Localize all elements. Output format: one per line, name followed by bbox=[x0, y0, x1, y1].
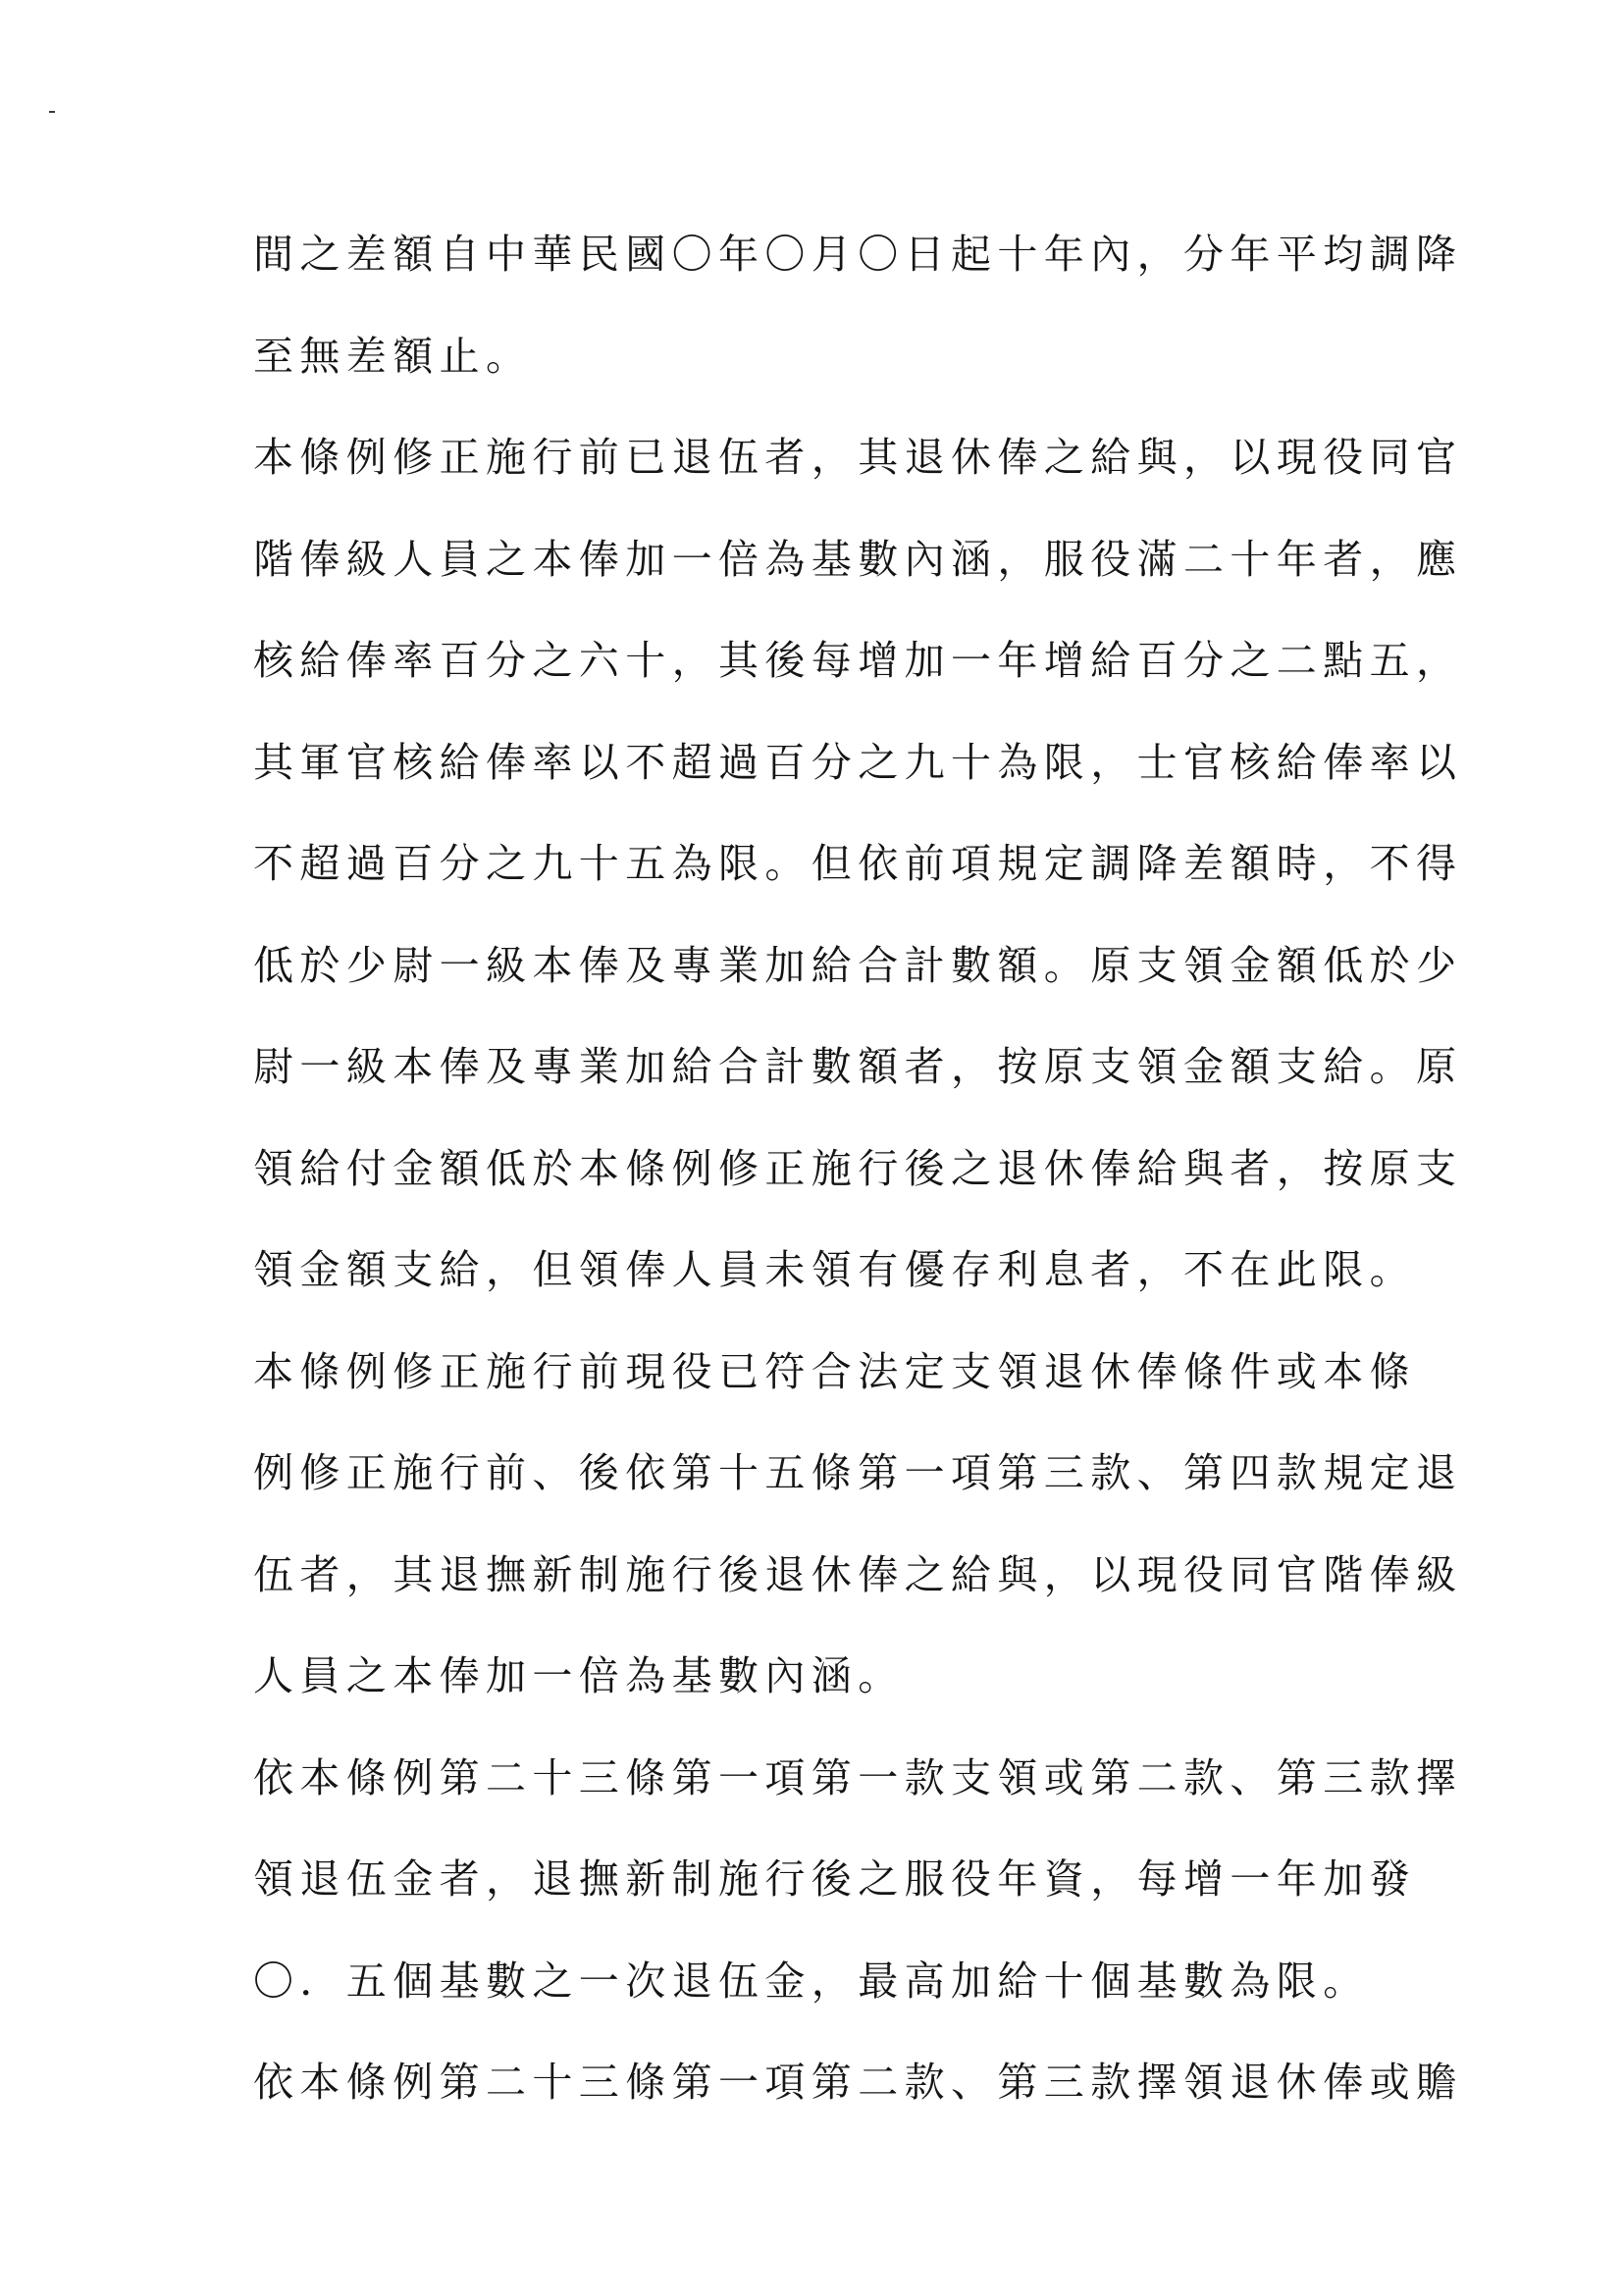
document-line: 〇．五個基數之一次退伍金，最高加給十個基數為限。 bbox=[253, 1957, 1370, 2005]
document-line: 依本條例第二十三條第一項第一款支領或第二款、第三款擇 bbox=[253, 1753, 1463, 1801]
document-body bbox=[253, 222, 1463, 2152]
document-line: 至無差額止。 bbox=[253, 332, 533, 380]
document-line: 尉一級本俸及專業加給合計數額者，按原支領金額支給。原 bbox=[253, 1043, 1463, 1090]
document-line: 領退伍金者，退撫新制施行後之服役年資，每增一年加發 bbox=[253, 1855, 1416, 1903]
document-line: 本條例修正施行前已退伍者，其退休俸之給與，以現役同官 bbox=[253, 434, 1463, 481]
document-line: 本條例修正施行前現役已符合法定支領退休俸條件或本條 bbox=[253, 1347, 1416, 1395]
document-line: 階俸級人員之本俸加一倍為基數內涵，服役滿二十年者，應 bbox=[253, 535, 1463, 583]
document-line: 人員之本俸加一倍為基數內涵。 bbox=[253, 1652, 905, 1699]
document-line: 間之差額自中華民國〇年〇月〇日起十年內，分年平均調降 bbox=[253, 231, 1463, 278]
document-line: 核給俸率百分之六十，其後每增加一年增給百分之二點五， bbox=[253, 637, 1463, 684]
document-line: 不超過百分之九十五為限。但依前項規定調降差額時，不得 bbox=[253, 840, 1463, 887]
document-line: 其軍官核給俸率以不超過百分之九十為限，士官核給俸率以 bbox=[253, 738, 1463, 786]
document-line: 領金額支給，但領俸人員未領有優存利息者，不在此限。 bbox=[253, 1246, 1416, 1293]
document-line: 依本條例第二十三條第一項第二款、第三款擇領退休俸或贍 bbox=[253, 2059, 1463, 2106]
document-line: 低於少尉一級本俸及專業加給合計數額。原支領金額低於少 bbox=[253, 941, 1463, 989]
document-line: 領給付金額低於本條例修正施行後之退休俸給與者，按原支 bbox=[253, 1144, 1463, 1192]
scan-artifact-mark bbox=[49, 111, 55, 113]
document-line: 例修正施行前、後依第十五條第一項第三款、第四款規定退 bbox=[253, 1449, 1463, 1496]
document-line: 伍者，其退撫新制施行後退休俸之給與，以現役同官階俸級 bbox=[253, 1550, 1463, 1598]
